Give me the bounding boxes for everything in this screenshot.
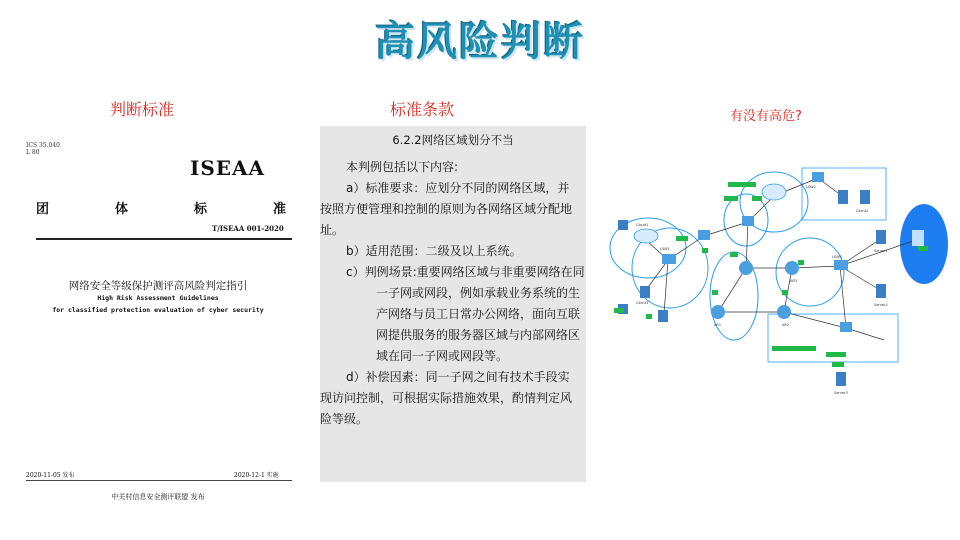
slide-title: 高风险判断 bbox=[375, 19, 585, 65]
heading-high-risk-question: 有没有高危? bbox=[730, 109, 802, 124]
switch-icon bbox=[662, 254, 676, 264]
server-icon bbox=[876, 284, 886, 298]
network-topology-diagram bbox=[606, 140, 950, 416]
tag bbox=[724, 196, 738, 201]
ccs-code: L 80 bbox=[26, 149, 40, 156]
kind-char: 标 bbox=[193, 202, 207, 217]
node-label: Client2 bbox=[856, 209, 869, 213]
tag bbox=[782, 290, 788, 295]
node-label: Server2 bbox=[874, 303, 888, 307]
clause-panel bbox=[320, 126, 586, 482]
server-icon bbox=[838, 190, 848, 204]
pc-icon bbox=[640, 286, 650, 298]
document-title-cn: 网络安全等级保护测评高风险判定指引 bbox=[68, 280, 248, 292]
brand-name: ISEAA bbox=[190, 156, 266, 180]
implementation-date: 2020-12-1 实施 bbox=[234, 472, 279, 479]
ics-code: ICS 35.040 bbox=[26, 142, 60, 149]
standard-cover bbox=[22, 132, 294, 501]
tag bbox=[646, 314, 652, 319]
pc-icon bbox=[618, 220, 628, 230]
network-devices bbox=[618, 172, 924, 386]
tag bbox=[798, 260, 804, 265]
node-label: Client1 bbox=[636, 301, 649, 305]
tag bbox=[826, 352, 846, 357]
node-label: Server3 bbox=[834, 391, 848, 395]
server-icon bbox=[876, 230, 886, 244]
router-icon bbox=[777, 305, 791, 319]
switch-icon bbox=[742, 216, 754, 226]
kind-char: 准 bbox=[272, 202, 286, 217]
tag bbox=[772, 346, 816, 351]
divider bbox=[36, 238, 292, 240]
tag bbox=[730, 252, 738, 257]
node-label: Server1 bbox=[874, 249, 888, 253]
tag bbox=[832, 362, 844, 367]
switch-icon bbox=[698, 230, 710, 240]
clause-item-a: a）标准要求：应划分不同的网络区域，并按照方便管理和控制的原则为各网络区域分配地址。 bbox=[320, 181, 573, 237]
node-label: Cloud1 bbox=[636, 223, 649, 227]
pc-icon bbox=[658, 310, 668, 322]
node-label: LSW2 bbox=[806, 185, 816, 189]
tag bbox=[676, 236, 688, 241]
tag bbox=[728, 182, 756, 187]
release-date: 2020-11-05 发布 bbox=[26, 472, 75, 479]
tag bbox=[712, 290, 718, 295]
tag bbox=[918, 246, 928, 251]
node-label: AR1 bbox=[714, 323, 722, 327]
heading-clause: 标准条款 bbox=[390, 100, 455, 119]
clause-item-c: c）判例场景:重要网络区域与非重要网络在同一子网或网段，例如承载业务系统的生产网络与员工日常办公网络，面向互联网提供服务的服务器区域与内部网络区域在同一子网或网段等。 bbox=[346, 265, 585, 363]
clause-item-b: b）适用范围：二级及以上系统。 bbox=[346, 244, 522, 258]
server-icon bbox=[836, 372, 846, 386]
cloud-icon bbox=[634, 229, 658, 243]
node-label: AR2 bbox=[782, 323, 790, 327]
kind-char: 团 bbox=[36, 202, 50, 217]
router-icon bbox=[739, 261, 753, 275]
switch-icon bbox=[840, 322, 852, 332]
node-label: AR3 bbox=[790, 279, 798, 283]
document-title-en-1: High Risk Assessment Guidelines bbox=[97, 294, 219, 302]
publisher: 中关村信息安全测评联盟 发布 bbox=[111, 493, 205, 501]
cloud-icon bbox=[762, 184, 786, 200]
zone-circle bbox=[776, 238, 844, 306]
standard-kind bbox=[36, 198, 286, 217]
clause-item-d: d）补偿因素：同一子网之间有技术手段实现访问控制，可根据实际措施效果，酌情判定风险等级。 bbox=[320, 370, 573, 426]
clause-intro: 本判例包括以下内容: bbox=[346, 160, 459, 174]
standard-code: T/ISEAA 001-2020 bbox=[212, 224, 284, 233]
clause-title: 6.2.2网络区域划分不当 bbox=[392, 133, 514, 147]
tag bbox=[614, 308, 624, 313]
node-label: LSW1 bbox=[660, 247, 670, 251]
router-icon bbox=[711, 305, 725, 319]
router-icon bbox=[785, 261, 799, 275]
kind-char: 体 bbox=[114, 202, 128, 217]
tag bbox=[702, 248, 708, 253]
switch-icon bbox=[834, 260, 848, 270]
divider bbox=[26, 480, 292, 481]
switch-icon bbox=[812, 172, 824, 182]
server-icon bbox=[860, 190, 870, 204]
heading-criteria: 判断标准 bbox=[110, 100, 175, 119]
tag bbox=[752, 196, 762, 201]
document-title-en-2: for classified protection evaluation of cyber security bbox=[52, 306, 264, 314]
node-label: LSW3 bbox=[832, 255, 842, 259]
server-icon bbox=[912, 230, 924, 246]
